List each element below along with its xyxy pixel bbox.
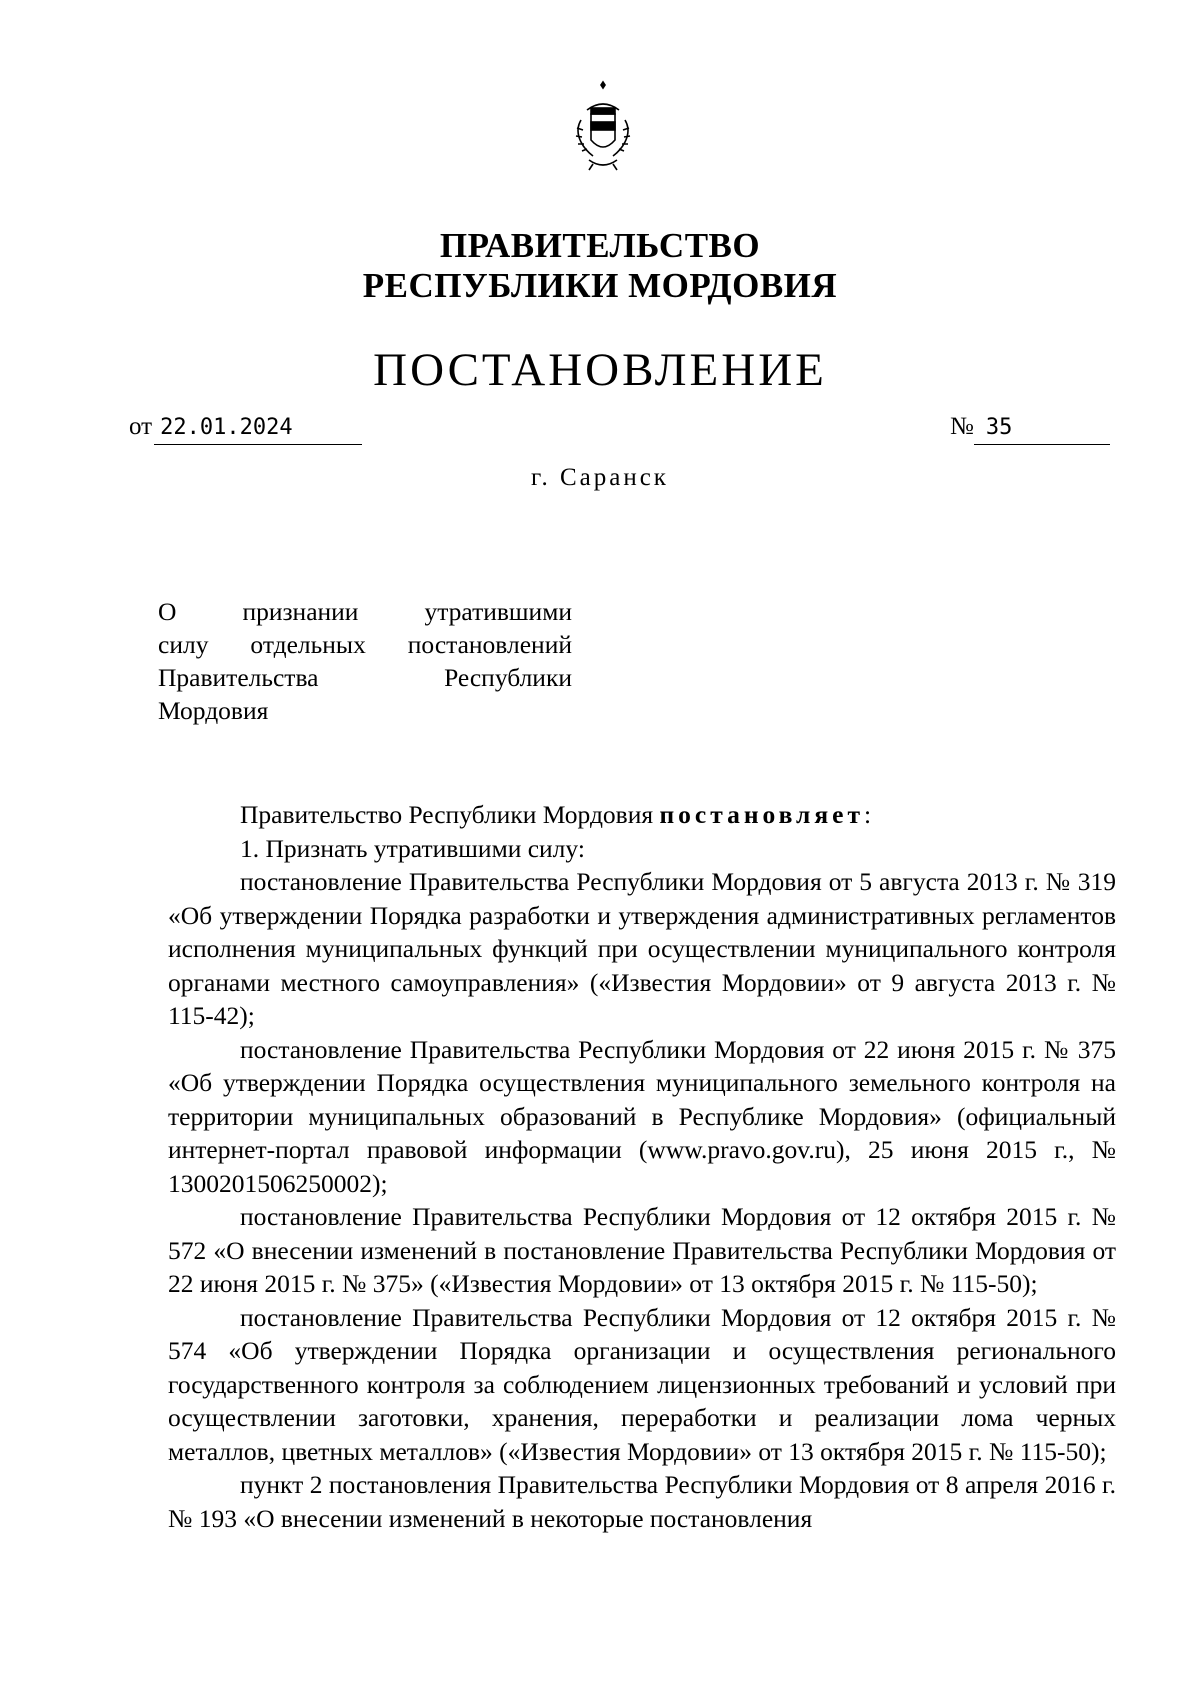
coat-of-arms-emblem — [567, 80, 639, 180]
number-value: 35 — [974, 413, 1110, 445]
preamble — [168, 798, 1116, 832]
body-paragraph: постановление Правительства Республики Мордовия от 22 июня 2015 г. № 375 «Об утверждении Порядка осуществления муниципального земельного контроля на территории муниципальных образований в Республике Мордовия» (официальный интернет-портал правовой информации (www.pravo.gov.ru), 25 июня 2015 г., № 1300201506250002); — [168, 1034, 1116, 1198]
body-paragraph: пункт 2 постановления Правительства Республики Мордовия от 8 апреля 2016 г. № 193 «О внесении изменений в некоторые постановления — [168, 1470, 1116, 1533]
number-prefix: № — [950, 413, 974, 440]
preamble-verb: постановляет — [659, 800, 865, 829]
preamble-end: : — [864, 800, 872, 829]
subject-line: О признании утратившими — [158, 597, 572, 626]
body-paragraph: постановление Правительства Республики Мордовия от 5 августа 2013 г. № 319 «Об утверждении Порядка разработки и утверждения административных регламентов исполнения муниципальных функций при осуществлении муниципального контроля органами местного самоуправления» («Известия Мордовии» от 9 августа 2013 г. № 115-42); — [168, 867, 1116, 1030]
body-paragraph: постановление Правительства Республики Мордовия от 12 октября 2015 г. № 572 «О внесении изменений в постановление Правительства Республики Мордовия от 22 июня 2015 г. № 375» («Известия Мордовии» от 13 октября 2015 г. № 115-50); — [168, 1202, 1116, 1298]
subject-line: силу отдельных постановлений — [158, 630, 572, 659]
document-type: ПОСТАНОВЛЕНИЕ — [373, 344, 827, 396]
city: г. Саранск — [531, 464, 669, 491]
government-subtitle: РЕСПУБЛИКИ МОРДОВИЯ — [362, 266, 838, 305]
document-subject — [158, 595, 572, 727]
date-prefix: от — [129, 413, 153, 440]
document-date — [129, 412, 362, 445]
date-value: 22.01.2024 — [154, 413, 362, 445]
preamble-text: Правительство Республики Мордовия — [240, 800, 660, 829]
document-number — [950, 412, 1110, 445]
body-paragraph: постановление Правительства Республики Мордовия от 12 октября 2015 г. № 574 «Об утверждении Порядка организации и осуществления регионального государственного контроля за соблюдением лицензионных требований и условий при осуществлении заготовки, хранения, переработки и реализации лома черных металлов, цветных металлов» («Известия Мордовии» от 13 октября 2015 г. № 115-50); — [168, 1302, 1116, 1466]
government-title: ПРАВИТЕЛЬСТВО — [439, 226, 761, 265]
subject-line: Мордовия — [158, 696, 269, 725]
subject-line: Правительства Республики — [158, 663, 572, 692]
item-1: 1. Признать утратившими силу: — [240, 833, 585, 863]
document-body — [168, 798, 1116, 1535]
